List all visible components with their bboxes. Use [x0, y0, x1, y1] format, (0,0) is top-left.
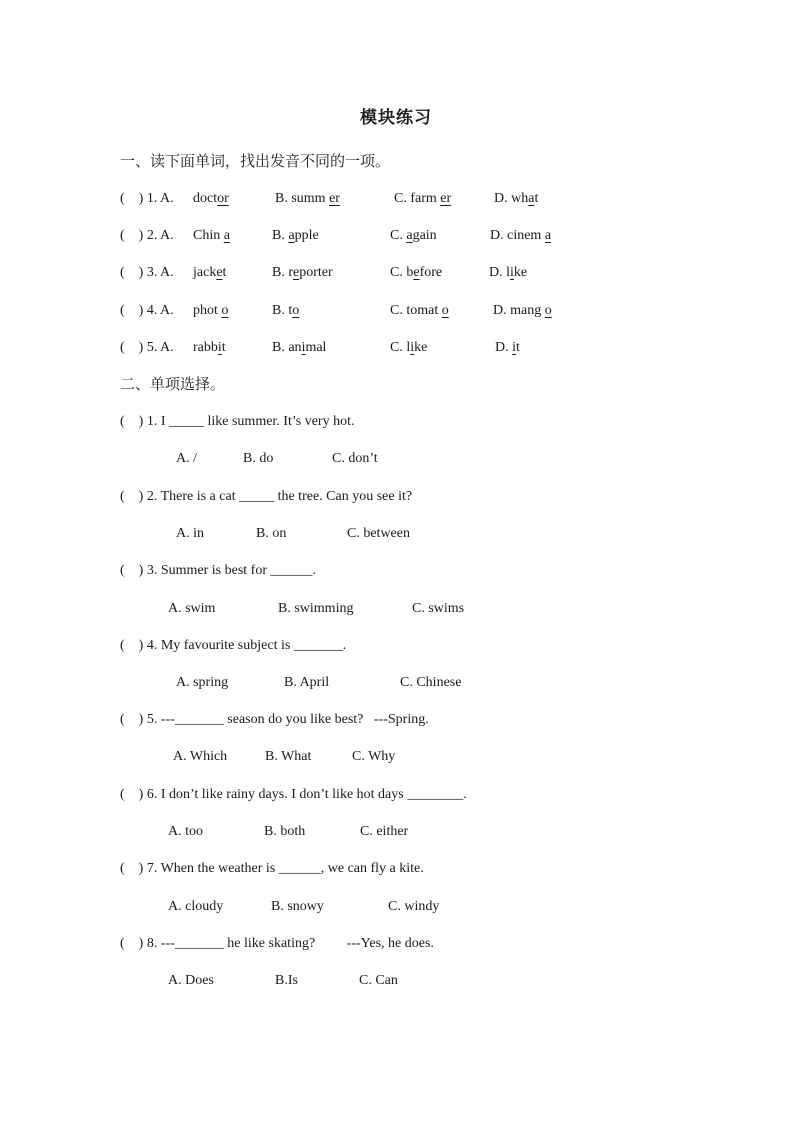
option-word — [275, 192, 340, 206]
option-word — [489, 266, 527, 280]
option-word — [193, 266, 226, 280]
question-text: ( ) 6. I don’t like rainy days. I don’t like hot days ________. — [120, 787, 467, 802]
question-number: ( ) 4. A. — [120, 303, 174, 318]
word-part: D. — [495, 340, 513, 355]
option-word — [390, 266, 442, 280]
answer-option: B. swimming — [278, 601, 354, 616]
question-text: ( ) 4. My favourite subject is _______. — [120, 638, 347, 653]
option-word — [193, 229, 230, 243]
underlined-letters: a — [223, 228, 230, 243]
word-part: C. farm — [394, 191, 441, 206]
word-part: D. cinem — [490, 228, 545, 243]
word-part: t — [516, 340, 520, 355]
answer-option: B.Is — [275, 973, 298, 988]
word-part: gain — [412, 228, 437, 243]
option-word — [493, 304, 552, 318]
underlined-letters: er — [329, 191, 340, 206]
word-part: phot — [193, 303, 222, 318]
underlined-letters: o — [292, 303, 300, 318]
word-part: t — [222, 265, 227, 280]
answer-option: A. / — [176, 451, 197, 466]
page-title: 模块练习 — [360, 108, 432, 127]
underlined-letters: a — [528, 191, 535, 206]
section1-heading: 一、读下面单词，找出发音不同的一项。 — [120, 154, 391, 170]
underlined-letters: o — [441, 303, 449, 318]
underlined-letters: i — [510, 265, 514, 280]
word-part: C. b — [390, 265, 414, 280]
option-word — [272, 229, 319, 243]
word-part: Chin — [193, 228, 224, 243]
question-text: ( ) 3. Summer is best for ______. — [120, 563, 316, 578]
option-word — [495, 341, 520, 355]
word-part: jack — [193, 265, 217, 280]
answer-option: B. snowy — [271, 899, 324, 914]
answer-option: B. do — [243, 451, 274, 466]
option-word — [272, 341, 326, 355]
answer-option: B. April — [284, 675, 330, 690]
option-word — [494, 192, 538, 206]
option-word — [390, 304, 449, 318]
word-part: B. summ — [275, 191, 330, 206]
word-part: C. tomat — [390, 303, 442, 318]
question-text: ( ) 2. There is a cat _____ the tree. Can you see it? — [120, 489, 413, 504]
underlined-letters: e — [293, 265, 300, 280]
answer-option: C. Can — [359, 973, 398, 988]
option-word — [490, 229, 551, 243]
answer-option: B. both — [264, 824, 306, 839]
question-number: ( ) 3. A. — [120, 265, 174, 280]
section2-heading: 二、单项选择。 — [120, 377, 226, 393]
answer-option: C. don’t — [332, 451, 378, 466]
answer-option: A. in — [176, 526, 204, 541]
word-part: doct — [193, 191, 218, 206]
question-number: ( ) 2. A. — [120, 228, 174, 243]
answer-option: A. cloudy — [168, 899, 224, 914]
underlined-letters: or — [217, 191, 229, 206]
answer-option: C. Chinese — [400, 675, 462, 690]
word-part: porter — [299, 265, 333, 280]
underlined-letters: a — [544, 228, 552, 243]
option-word — [272, 266, 333, 280]
option-word — [394, 192, 451, 206]
underlined-letters: i — [410, 340, 415, 355]
question-number: ( ) 1. A. — [120, 191, 174, 206]
word-part: ke — [414, 340, 428, 355]
word-part: rabb — [193, 340, 218, 355]
answer-option: C. windy — [388, 899, 440, 914]
answer-option: C. swims — [412, 601, 465, 616]
option-word — [272, 304, 299, 318]
word-part: C. l — [390, 340, 411, 355]
option-word — [193, 192, 229, 206]
word-part: D. wh — [494, 191, 529, 206]
answer-option: A. swim — [168, 601, 216, 616]
word-part: D. mang — [493, 303, 545, 318]
underlined-letters: o — [544, 303, 552, 318]
option-word — [390, 229, 437, 243]
answer-option: A. too — [168, 824, 203, 839]
answer-option: B. What — [265, 749, 312, 764]
underlined-letters: e — [216, 265, 223, 280]
answer-option: B. on — [256, 526, 287, 541]
word-part: D. l — [489, 265, 510, 280]
answer-option: C. between — [347, 526, 410, 541]
option-word — [193, 304, 228, 318]
underlined-letters: a — [288, 228, 295, 243]
word-part: B. t — [272, 303, 293, 318]
underlined-letters: i — [512, 340, 517, 355]
question-number: ( ) 5. A. — [120, 340, 174, 355]
underlined-letters: i — [217, 340, 222, 355]
question-text: ( ) 5. ---_______ season do you like best? ---Spring. — [120, 712, 429, 727]
word-part: pple — [294, 228, 319, 243]
answer-option: C. Why — [352, 749, 396, 764]
question-text: ( ) 8. ---_______ he like skating? ---Yes, he does. — [120, 936, 434, 951]
word-part: t — [221, 340, 226, 355]
word-part: B. r — [272, 265, 293, 280]
option-word — [193, 341, 226, 355]
answer-option: A. Which — [173, 749, 228, 764]
question-text: ( ) 1. I _____ like summer. It’s very hot. — [120, 414, 355, 429]
word-part: C. — [390, 228, 407, 243]
word-part: fore — [419, 265, 443, 280]
option-word — [390, 341, 427, 355]
underlined-letters: o — [221, 303, 229, 318]
word-part: mal — [305, 340, 327, 355]
underlined-letters: er — [440, 191, 452, 206]
answer-option: A. spring — [176, 675, 229, 690]
word-part: t — [534, 191, 539, 206]
question-text: ( ) 7. When the weather is ______, we can fly a kite. — [120, 861, 424, 876]
answer-option: C. either — [360, 824, 409, 839]
answer-option: A. Does — [168, 973, 214, 988]
underlined-letters: i — [301, 340, 306, 355]
underlined-letters: e — [413, 265, 420, 280]
word-part: B. an — [272, 340, 302, 355]
underlined-letters: a — [406, 228, 413, 243]
word-part: B. — [272, 228, 289, 243]
word-part: ke — [513, 265, 528, 280]
